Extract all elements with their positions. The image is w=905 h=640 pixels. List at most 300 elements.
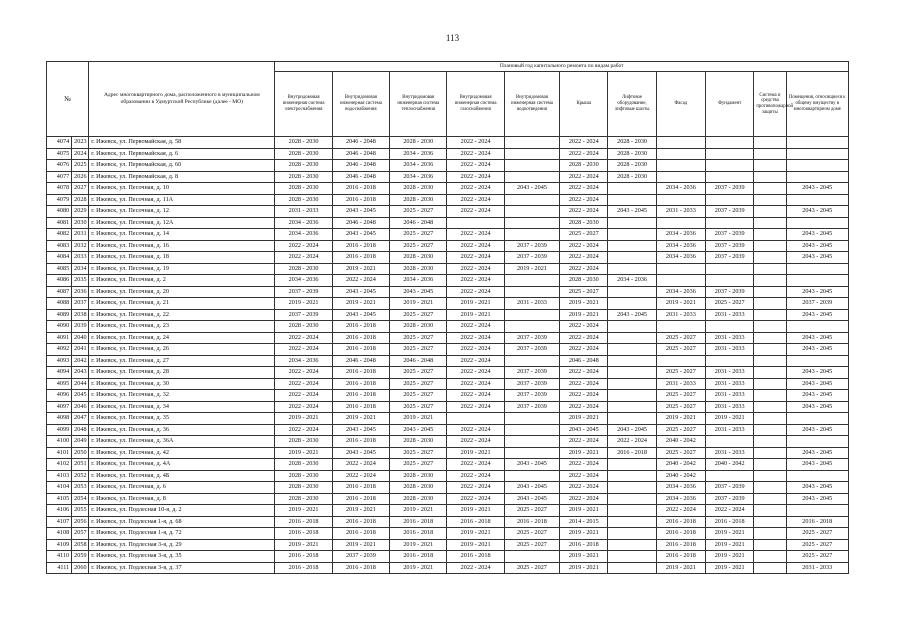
row-period-cell (754, 551, 786, 563)
table-row (47, 539, 849, 551)
row-period-cell: 2031 - 2033 (706, 309, 754, 321)
row-period-cell (608, 367, 656, 379)
row-period-cell: 2043 - 2045 (786, 493, 849, 505)
row-period-cell: 2022 - 2024 (560, 459, 608, 471)
row-period-cell: 2016 - 2018 (706, 516, 754, 528)
row-period-cell (608, 332, 656, 344)
row-number: 4089 (47, 309, 72, 321)
row-period-cell: 2022 - 2024 (447, 321, 504, 333)
row-period-cell (608, 194, 656, 206)
row-period-cell (608, 493, 656, 505)
table-row (47, 505, 849, 517)
table-row (47, 424, 849, 436)
row-number: 4076 (47, 160, 72, 172)
row-period-cell: 2022 - 2024 (560, 367, 608, 379)
row-period-cell (706, 171, 754, 183)
row-period-cell: 2025 - 2027 (390, 344, 447, 356)
row-period-cell (504, 309, 559, 321)
row-sequence: 2032 (72, 240, 89, 252)
row-period-cell (656, 171, 705, 183)
row-period-cell (608, 252, 656, 264)
capital-repair-table (46, 61, 849, 574)
row-period-cell (754, 355, 786, 367)
row-period-cell (786, 505, 849, 517)
row-period-cell: 2025 - 2027 (656, 447, 705, 459)
row-period-cell: 2019 - 2021 (390, 562, 447, 574)
row-period-cell (706, 137, 754, 149)
row-period-cell (706, 263, 754, 275)
table-row (47, 148, 849, 160)
row-period-cell (504, 194, 559, 206)
row-period-cell (608, 263, 656, 275)
row-period-cell (706, 355, 754, 367)
row-period-cell: 2016 - 2018 (332, 183, 389, 195)
row-period-cell: 2016 - 2018 (390, 528, 447, 540)
row-sequence: 2035 (72, 275, 89, 287)
row-period-cell: 2016 - 2018 (656, 539, 705, 551)
table-row (47, 436, 849, 448)
row-period-cell (706, 275, 754, 287)
row-period-cell (754, 240, 786, 252)
row-period-cell: 2025 - 2027 (390, 206, 447, 218)
row-period-cell: 2043 - 2045 (786, 447, 849, 459)
row-address: г. Ижевск, ул. Песочная, д. 36 (89, 424, 275, 436)
row-period-cell: 2019 - 2021 (656, 298, 705, 310)
row-period-cell (786, 413, 849, 425)
row-sequence: 2050 (72, 447, 89, 459)
row-period-cell (706, 436, 754, 448)
row-period-cell (504, 286, 559, 298)
row-period-cell: 2022 - 2024 (447, 160, 504, 172)
row-period-cell: 2037 - 2039 (504, 367, 559, 379)
row-period-cell (706, 160, 754, 172)
row-period-cell: 2043 - 2045 (786, 332, 849, 344)
row-period-cell: 2022 - 2024 (560, 148, 608, 160)
row-period-cell (608, 413, 656, 425)
row-period-cell (608, 344, 656, 356)
row-period-cell (754, 183, 786, 195)
row-period-cell: 2016 - 2018 (560, 539, 608, 551)
row-period-cell: 2019 - 2021 (275, 447, 332, 459)
row-period-cell: 2019 - 2021 (706, 562, 754, 574)
row-period-cell: 2028 - 2030 (608, 171, 656, 183)
row-period-cell (504, 470, 559, 482)
row-period-cell: 2034 - 2036 (390, 275, 447, 287)
row-period-cell (608, 390, 656, 402)
row-address: г. Ижевск, ул. Песочная, д. 8 (89, 493, 275, 505)
row-period-cell: 2022 - 2024 (332, 459, 389, 471)
row-period-cell (786, 160, 849, 172)
row-address: г. Ижевск, ул. Песочная, д. 19 (89, 263, 275, 275)
row-period-cell (608, 528, 656, 540)
row-period-cell: 2022 - 2024 (332, 470, 389, 482)
row-period-cell (786, 321, 849, 333)
row-period-cell: 2025 - 2027 (560, 286, 608, 298)
row-period-cell (608, 505, 656, 517)
row-number: 4103 (47, 470, 72, 482)
row-period-cell: 2022 - 2024 (560, 470, 608, 482)
row-period-cell: 2046 - 2048 (332, 355, 389, 367)
row-period-cell: 2028 - 2030 (275, 470, 332, 482)
row-period-cell: 2019 - 2021 (332, 298, 389, 310)
row-period-cell: 2025 - 2027 (504, 562, 559, 574)
row-number: 4080 (47, 206, 72, 218)
page-number: 113 (445, 33, 460, 43)
row-period-cell: 2016 - 2018 (332, 344, 389, 356)
row-period-cell: 2043 - 2045 (332, 286, 389, 298)
row-number: 4111 (47, 562, 72, 574)
row-number: 4100 (47, 436, 72, 448)
row-period-cell: 2016 - 2018 (447, 551, 504, 563)
row-period-cell: 2043 - 2045 (786, 367, 849, 379)
row-period-cell (656, 275, 705, 287)
row-period-cell (608, 401, 656, 413)
row-period-cell: 2022 - 2024 (447, 286, 504, 298)
row-period-cell: 2034 - 2036 (608, 275, 656, 287)
row-period-cell: 2040 - 2042 (656, 470, 705, 482)
row-sequence: 2039 (72, 321, 89, 333)
row-period-cell: 2028 - 2030 (608, 137, 656, 149)
row-period-cell: 2028 - 2030 (275, 493, 332, 505)
row-period-cell: 2034 - 2036 (656, 252, 705, 264)
row-period-cell: 2043 - 2045 (786, 390, 849, 402)
row-period-cell: 2043 - 2045 (608, 424, 656, 436)
row-period-cell: 2034 - 2036 (275, 355, 332, 367)
row-period-cell: 2046 - 2048 (390, 355, 447, 367)
row-period-cell: 2028 - 2030 (390, 493, 447, 505)
row-address: г. Ижевск, ул. Песочная, д. 4А (89, 459, 275, 471)
row-period-cell: 2022 - 2024 (447, 390, 504, 402)
row-period-cell: 2022 - 2024 (560, 206, 608, 218)
row-period-cell: 2022 - 2024 (447, 482, 504, 494)
row-period-cell: 2019 - 2021 (332, 263, 389, 275)
row-period-cell: 2016 - 2018 (656, 528, 705, 540)
row-period-cell: 2025 - 2027 (786, 539, 849, 551)
row-period-cell: 2022 - 2024 (275, 344, 332, 356)
row-number: 4102 (47, 459, 72, 471)
row-number: 4090 (47, 321, 72, 333)
row-address: г. Ижевск, ул. Песочная, д. 30 (89, 378, 275, 390)
row-period-cell: 2016 - 2018 (332, 240, 389, 252)
table-row (47, 332, 849, 344)
row-period-cell (608, 470, 656, 482)
row-period-cell: 2037 - 2039 (504, 240, 559, 252)
row-period-cell: 2022 - 2024 (447, 424, 504, 436)
row-period-cell (608, 183, 656, 195)
row-period-cell (754, 263, 786, 275)
row-number: 4082 (47, 229, 72, 241)
row-period-cell (656, 355, 705, 367)
row-period-cell (608, 217, 656, 229)
row-period-cell (504, 229, 559, 241)
row-number: 4081 (47, 217, 72, 229)
row-period-cell: 2037 - 2039 (504, 344, 559, 356)
row-address: г. Ижевск, ул. Песочная, д. 32 (89, 390, 275, 402)
row-period-cell (754, 160, 786, 172)
row-period-cell (608, 378, 656, 390)
row-period-cell (656, 217, 705, 229)
row-period-cell: 2022 - 2024 (560, 401, 608, 413)
row-period-cell: 2016 - 2018 (786, 516, 849, 528)
table-row (47, 551, 849, 563)
row-period-cell: 2034 - 2036 (656, 229, 705, 241)
row-period-cell: 2019 - 2021 (390, 539, 447, 551)
row-period-cell: 2019 - 2021 (332, 539, 389, 551)
row-period-cell: 2019 - 2021 (390, 505, 447, 517)
table-row (47, 252, 849, 264)
row-period-cell (754, 528, 786, 540)
row-period-cell: 2016 - 2018 (656, 516, 705, 528)
row-period-cell: 2019 - 2021 (656, 413, 705, 425)
row-address: г. Ижевск, ул. Песочная, д. 12А (89, 217, 275, 229)
row-period-cell: 2028 - 2030 (390, 482, 447, 494)
row-period-cell: 2043 - 2045 (332, 206, 389, 218)
table-row (47, 321, 849, 333)
row-period-cell: 2022 - 2024 (447, 263, 504, 275)
row-sequence: 2025 (72, 160, 89, 172)
row-period-cell: 2022 - 2024 (560, 194, 608, 206)
row-period-cell: 2028 - 2030 (275, 160, 332, 172)
row-period-cell (754, 332, 786, 344)
row-period-cell: 2014 - 2015 (560, 516, 608, 528)
row-period-cell (608, 298, 656, 310)
row-number: 4108 (47, 528, 72, 540)
row-period-cell: 2019 - 2021 (560, 505, 608, 517)
table-row (47, 459, 849, 471)
row-period-cell: 2043 - 2045 (786, 183, 849, 195)
row-sequence: 2055 (72, 505, 89, 517)
row-period-cell: 2037 - 2039 (504, 332, 559, 344)
row-period-cell (608, 459, 656, 471)
row-period-cell: 2043 - 2045 (332, 229, 389, 241)
row-period-cell: 2037 - 2039 (504, 252, 559, 264)
row-period-cell: 2028 - 2030 (275, 459, 332, 471)
column-header-work-type: Внутридомовая инженерная система водоотведения (504, 72, 559, 137)
table-row (47, 390, 849, 402)
row-period-cell: 2022 - 2024 (447, 194, 504, 206)
row-period-cell: 2037 - 2039 (706, 206, 754, 218)
column-header-work-type: Крыша (560, 72, 608, 137)
row-number: 4085 (47, 263, 72, 275)
row-period-cell: 2037 - 2039 (786, 298, 849, 310)
table-row (47, 275, 849, 287)
row-period-cell (656, 321, 705, 333)
row-period-cell (608, 551, 656, 563)
row-period-cell: 2025 - 2027 (656, 390, 705, 402)
row-period-cell (504, 436, 559, 448)
row-period-cell (608, 286, 656, 298)
row-period-cell (504, 447, 559, 459)
row-number: 4107 (47, 516, 72, 528)
row-period-cell: 2025 - 2027 (390, 390, 447, 402)
row-sequence: 2046 (72, 401, 89, 413)
row-period-cell: 2025 - 2027 (390, 447, 447, 459)
row-period-cell: 2019 - 2021 (706, 551, 754, 563)
row-number: 4086 (47, 275, 72, 287)
table-row (47, 286, 849, 298)
row-period-cell (786, 217, 849, 229)
row-address: г. Ижевск, ул. Песочная, д. 11А (89, 194, 275, 206)
row-number: 4087 (47, 286, 72, 298)
row-period-cell (504, 137, 559, 149)
row-address: г. Ижевск, ул. Первомайская, д. 6 (89, 148, 275, 160)
row-period-cell: 2019 - 2021 (560, 528, 608, 540)
table-row (47, 309, 849, 321)
row-period-cell: 2046 - 2048 (390, 217, 447, 229)
row-period-cell: 2043 - 2045 (504, 482, 559, 494)
row-period-cell: 2043 - 2045 (786, 378, 849, 390)
row-period-cell: 2037 - 2039 (706, 286, 754, 298)
table-row (47, 355, 849, 367)
row-period-cell: 2031 - 2033 (706, 401, 754, 413)
row-period-cell: 2019 - 2021 (332, 413, 389, 425)
row-period-cell: 2037 - 2039 (706, 252, 754, 264)
row-period-cell: 2043 - 2045 (786, 240, 849, 252)
row-period-cell: 2022 - 2024 (275, 424, 332, 436)
row-period-cell: 2022 - 2024 (560, 321, 608, 333)
row-period-cell (706, 217, 754, 229)
row-period-cell: 2016 - 2018 (332, 493, 389, 505)
row-sequence: 2043 (72, 367, 89, 379)
row-sequence: 2053 (72, 482, 89, 494)
row-period-cell: 2031 - 2033 (706, 344, 754, 356)
row-sequence: 2024 (72, 148, 89, 160)
table-row (47, 137, 849, 149)
row-period-cell: 2025 - 2027 (390, 367, 447, 379)
row-sequence: 2044 (72, 378, 89, 390)
row-period-cell: 2028 - 2030 (275, 482, 332, 494)
row-sequence: 2029 (72, 206, 89, 218)
row-address: г. Ижевск, ул. Песочная, д. 18 (89, 252, 275, 264)
row-period-cell: 2043 - 2045 (390, 286, 447, 298)
row-address: г. Ижевск, ул. Песочная, д. 28 (89, 367, 275, 379)
table-row (47, 194, 849, 206)
row-period-cell: 2031 - 2033 (706, 378, 754, 390)
row-period-cell: 2022 - 2024 (447, 459, 504, 471)
row-number: 4078 (47, 183, 72, 195)
row-period-cell: 2022 - 2024 (447, 367, 504, 379)
row-period-cell: 2016 - 2018 (332, 516, 389, 528)
row-period-cell: 2022 - 2024 (447, 240, 504, 252)
row-period-cell: 2022 - 2024 (447, 137, 504, 149)
row-sequence: 2038 (72, 309, 89, 321)
column-header-work-type: Фундамент (706, 72, 754, 137)
row-period-cell: 2034 - 2036 (656, 493, 705, 505)
table-row (47, 470, 849, 482)
row-period-cell: 2022 - 2024 (560, 344, 608, 356)
column-header-work-type: Система и средства противопожарной защиты (754, 72, 786, 137)
column-header-work-type: Внутридомовая инженерная система газоснабжения (447, 72, 504, 137)
row-address: г. Ижевск, ул. Песочная, д. 36А (89, 436, 275, 448)
row-period-cell: 2019 - 2021 (390, 413, 447, 425)
row-period-cell: 2022 - 2024 (332, 275, 389, 287)
row-sequence: 2027 (72, 183, 89, 195)
row-period-cell: 2022 - 2024 (656, 505, 705, 517)
row-period-cell: 2043 - 2045 (786, 309, 849, 321)
row-period-cell: 2037 - 2039 (706, 183, 754, 195)
row-period-cell: 2025 - 2027 (504, 528, 559, 540)
row-period-cell: 2028 - 2030 (275, 137, 332, 149)
row-period-cell: 2043 - 2045 (786, 252, 849, 264)
row-period-cell: 2034 - 2036 (656, 482, 705, 494)
row-period-cell (786, 148, 849, 160)
table-row (47, 344, 849, 356)
row-period-cell: 2031 - 2033 (706, 367, 754, 379)
row-period-cell: 2025 - 2027 (390, 332, 447, 344)
row-period-cell: 2022 - 2024 (560, 252, 608, 264)
row-period-cell: 2019 - 2021 (560, 447, 608, 459)
row-address: г. Ижевск, ул. Песочная, д. 21 (89, 298, 275, 310)
row-number: 4106 (47, 505, 72, 517)
table-row (47, 171, 849, 183)
row-period-cell (608, 482, 656, 494)
row-period-cell: 2034 - 2036 (275, 275, 332, 287)
row-period-cell: 2019 - 2021 (275, 298, 332, 310)
row-address: г. Ижевск, ул. Песочная, д. 20 (89, 286, 275, 298)
row-period-cell: 2046 - 2048 (332, 160, 389, 172)
row-period-cell: 2031 - 2033 (706, 424, 754, 436)
row-period-cell: 2025 - 2027 (656, 344, 705, 356)
row-period-cell (504, 551, 559, 563)
row-period-cell: 2022 - 2024 (560, 332, 608, 344)
row-period-cell: 2034 - 2036 (390, 171, 447, 183)
row-period-cell: 2025 - 2027 (560, 229, 608, 241)
row-period-cell: 2022 - 2024 (275, 332, 332, 344)
row-number: 4088 (47, 298, 72, 310)
row-period-cell: 2025 - 2027 (390, 229, 447, 241)
table-body (47, 137, 849, 574)
row-period-cell (504, 206, 559, 218)
row-period-cell (754, 436, 786, 448)
row-address: г. Ижевск, ул. Подлесная 1-я, д. 68 (89, 516, 275, 528)
row-number: 4110 (47, 551, 72, 563)
row-sequence: 2058 (72, 539, 89, 551)
row-address: г. Ижевск, ул. Песочная, д. 22 (89, 309, 275, 321)
row-period-cell (608, 229, 656, 241)
row-number: 4077 (47, 171, 72, 183)
row-period-cell: 2037 - 2039 (332, 551, 389, 563)
table-row (47, 240, 849, 252)
row-period-cell (786, 470, 849, 482)
row-sequence: 2023 (72, 137, 89, 149)
row-period-cell (754, 447, 786, 459)
row-sequence: 2033 (72, 252, 89, 264)
row-period-cell: 2016 - 2018 (332, 252, 389, 264)
row-period-cell: 2028 - 2030 (390, 321, 447, 333)
row-period-cell (504, 171, 559, 183)
row-period-cell (754, 229, 786, 241)
row-period-cell (504, 275, 559, 287)
row-period-cell: 2019 - 2021 (560, 551, 608, 563)
row-period-cell: 2043 - 2045 (560, 424, 608, 436)
row-period-cell: 2028 - 2030 (608, 148, 656, 160)
row-period-cell: 2022 - 2024 (560, 378, 608, 390)
row-period-cell: 2019 - 2021 (275, 413, 332, 425)
row-address: г. Ижевск, ул. Подлесная 10-я, д. 2 (89, 505, 275, 517)
table-row (47, 206, 849, 218)
column-header-num: № (47, 62, 89, 137)
row-period-cell: 2019 - 2021 (447, 309, 504, 321)
row-period-cell: 2016 - 2018 (332, 194, 389, 206)
row-period-cell: 2034 - 2036 (275, 229, 332, 241)
row-sequence: 2047 (72, 413, 89, 425)
row-sequence: 2060 (72, 562, 89, 574)
row-period-cell: 2028 - 2030 (560, 160, 608, 172)
row-address: г. Ижевск, ул. Песочная, д. 14 (89, 229, 275, 241)
row-period-cell: 2031 - 2033 (275, 206, 332, 218)
row-sequence: 2045 (72, 390, 89, 402)
row-period-cell (754, 401, 786, 413)
